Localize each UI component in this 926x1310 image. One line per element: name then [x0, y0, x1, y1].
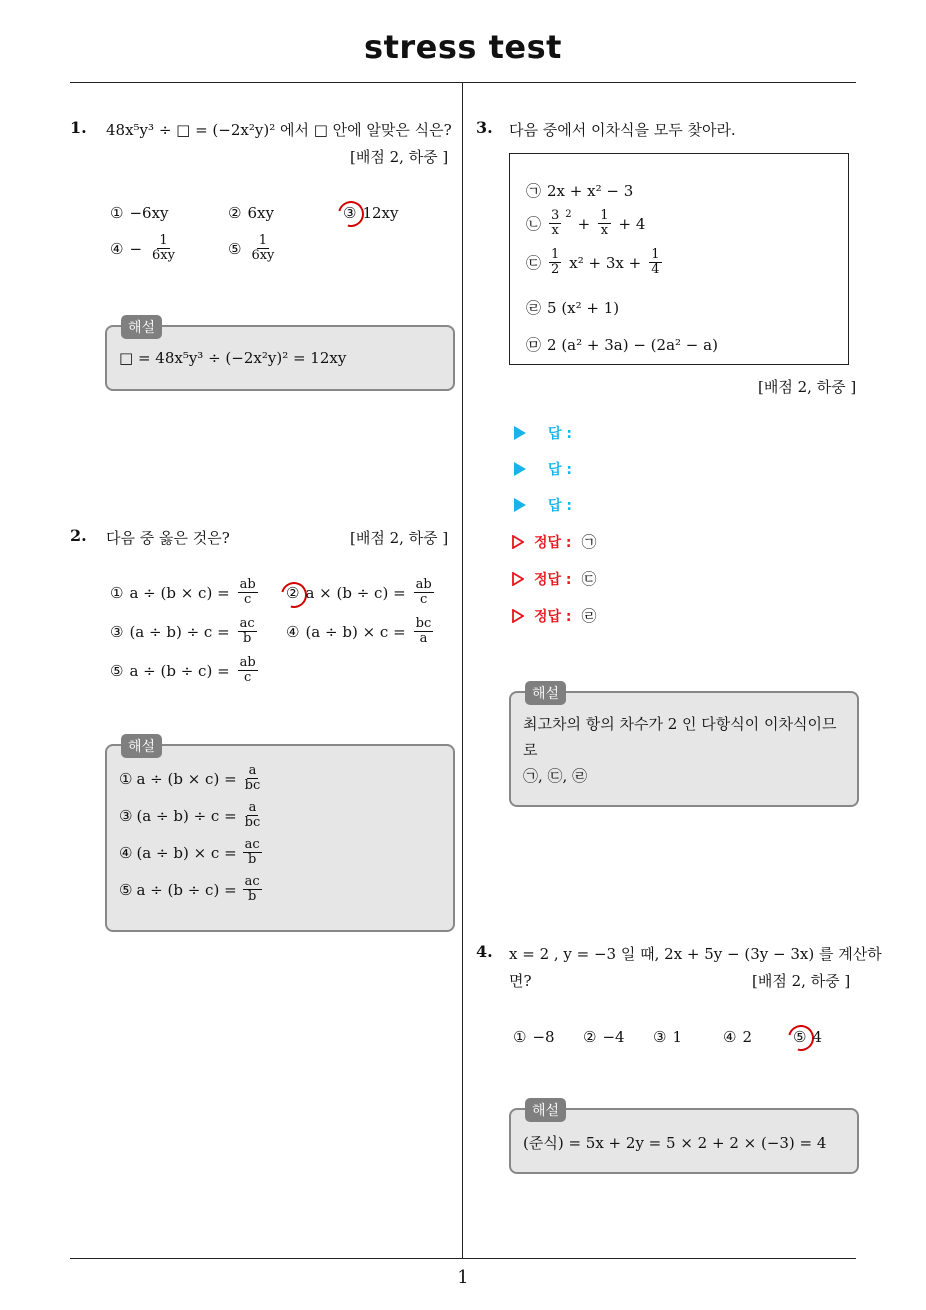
top-rule [70, 82, 856, 83]
option-value: 6xy [247, 204, 274, 222]
fraction [238, 617, 257, 647]
open-triangle-icon [512, 572, 524, 586]
solution-text: ㉠, ㉢, ㉣ [523, 767, 588, 785]
expression-item [526, 334, 718, 355]
option-value: −8 [532, 1028, 555, 1046]
denominator: c [244, 592, 252, 608]
expression-item [526, 248, 664, 278]
denominator: x [600, 223, 609, 239]
answer-label: 답 : [548, 462, 572, 478]
denominator: 6xy [251, 248, 275, 264]
numerator: ac [244, 874, 260, 889]
expression-item [526, 297, 619, 318]
page-number: 1 [457, 1267, 469, 1288]
fraction [243, 801, 263, 831]
fraction [549, 209, 561, 239]
fraction [249, 234, 276, 264]
expression: 2x + x² − 3 [547, 181, 634, 200]
option-value: 12xy [362, 204, 399, 222]
option-2[interactable] [228, 204, 274, 222]
item-marker: ㉢ [526, 254, 542, 273]
fraction [243, 764, 263, 794]
question-text: x = 2 , y = −3 일 때, 2x + 5y − (3y − 3x) 를 계산하 [509, 945, 882, 963]
fraction [598, 209, 610, 239]
numerator: 1 [651, 247, 660, 262]
question-number: 2. [70, 526, 87, 545]
option-5[interactable] [793, 1028, 822, 1046]
solution-box [105, 739, 455, 932]
solution-lhs: a ÷ (b ÷ c) = [136, 880, 237, 899]
correct-value: ㉢ [581, 570, 597, 588]
question-text: 48x⁵y³ ÷ □ = (−2x²y)² 에서 □ 안에 알맞은 식은? [106, 121, 452, 139]
correct-value: ㉣ [581, 607, 597, 625]
fraction [414, 617, 434, 647]
option-value: 1 [672, 1028, 682, 1046]
answer-blank-2[interactable] [514, 459, 572, 479]
numerator: ab [239, 655, 256, 670]
plus-sign: + [577, 214, 591, 233]
fraction [649, 248, 661, 278]
denominator: bc [244, 815, 261, 831]
option-number: ③ [110, 622, 124, 641]
item-marker: ㉡ [526, 215, 542, 234]
correct-answer-3 [512, 605, 597, 626]
option-lhs: (a ÷ b) × c = [305, 622, 406, 641]
option-4[interactable] [723, 1028, 752, 1046]
item-marker: ㉤ [526, 336, 542, 354]
item-marker: ㉠ [526, 182, 542, 200]
solution-box [105, 320, 455, 391]
fraction [150, 234, 177, 264]
numerator: ab [415, 577, 432, 592]
denominator: 4 [651, 262, 660, 278]
option-1[interactable] [110, 204, 169, 222]
question-score: [배점 2, 하중 ] [752, 972, 851, 990]
question-text: 면? [509, 972, 532, 990]
option-number: ① [119, 769, 133, 788]
fraction [414, 578, 434, 608]
numerator: 3 [551, 208, 560, 223]
question-number: 4. [476, 942, 493, 961]
page-title: stress test [364, 28, 562, 66]
option-lhs: a × (b ÷ c) = [305, 583, 406, 602]
option-value: 2 [742, 1028, 752, 1046]
numerator: ac [239, 616, 255, 631]
solution-lhs: (a ÷ b) ÷ c = [136, 806, 237, 825]
correct-value: ㉠ [581, 533, 597, 551]
open-triangle-icon [512, 609, 524, 623]
open-triangle-icon [512, 535, 524, 549]
option-number: ① [110, 583, 124, 602]
option-1[interactable] [513, 1028, 555, 1046]
triangle-icon [514, 498, 526, 512]
answer-label: 답 : [548, 498, 572, 514]
option-number: ④ [286, 622, 300, 641]
option-number: ③ [343, 204, 357, 222]
question-score: [배점 2, 하중 ] [758, 378, 857, 396]
option-number: ② [583, 1028, 597, 1046]
solution-tag: 해설 [525, 1098, 566, 1122]
numerator: 1 [159, 233, 168, 248]
numerator: ab [239, 577, 256, 592]
option-number: ④ [119, 843, 133, 862]
option-lhs: (a ÷ b) ÷ c = [129, 622, 230, 641]
option-number: ⑤ [793, 1028, 807, 1046]
expression: x² + 3x + [569, 253, 642, 272]
option-lhs: a ÷ (b ÷ c) = [129, 661, 230, 680]
option-number: ③ [119, 806, 133, 825]
expression-item [526, 209, 645, 239]
numerator: 1 [600, 208, 609, 223]
fraction [243, 838, 262, 868]
option-3[interactable] [653, 1028, 682, 1046]
numerator: 1 [258, 233, 268, 248]
option-number: ② [286, 583, 300, 602]
option-4[interactable] [286, 617, 435, 647]
option-4[interactable] [110, 234, 179, 264]
question-number: 3. [476, 118, 493, 137]
option-value: −4 [602, 1028, 625, 1046]
option-lhs: a ÷ (b × c) = [129, 583, 230, 602]
solution-tag: 해설 [121, 734, 162, 758]
exponent: 2 [565, 209, 572, 221]
answer-blank-1[interactable] [514, 423, 572, 443]
option-number: ⑤ [119, 880, 133, 899]
option-3[interactable] [343, 204, 398, 222]
fraction [238, 578, 258, 608]
option-number: ① [513, 1028, 527, 1046]
option-number: ① [110, 204, 124, 222]
numerator: 1 [551, 247, 560, 262]
option-number: ⑤ [228, 239, 242, 258]
minus-sign: − [129, 239, 143, 258]
correct-label: 정답 : [534, 571, 572, 588]
question-score: [배점 2, 하중 ] [350, 529, 449, 547]
option-number: ③ [653, 1028, 667, 1046]
correct-label: 정답 : [534, 608, 572, 625]
expression: 2 (a² + 3a) − (2a² − a) [547, 335, 718, 354]
denominator: a [419, 631, 428, 647]
option-5[interactable] [228, 234, 278, 264]
solution-lhs: a ÷ (b × c) = [136, 769, 237, 788]
solution-lhs: (a ÷ b) × c = [136, 843, 237, 862]
option-5[interactable] [110, 656, 260, 686]
solution-tag: 해설 [525, 681, 566, 705]
option-number: ⑤ [110, 661, 124, 680]
triangle-icon [514, 462, 526, 476]
fraction [243, 875, 262, 905]
numerator: a [248, 763, 257, 778]
option-number: ④ [723, 1028, 737, 1046]
question-text: 다음 중에서 이차식을 모두 찾아라. [509, 121, 736, 139]
fraction [238, 656, 258, 686]
denominator: b [248, 889, 257, 905]
solution-line [119, 838, 264, 868]
bottom-rule [70, 1258, 856, 1259]
solution-box [509, 1103, 859, 1174]
solution-box [509, 686, 859, 807]
column-divider [462, 82, 463, 1259]
answer-label: 답 : [548, 426, 572, 442]
denominator: 6xy [152, 248, 175, 264]
expression: + 4 [618, 214, 646, 233]
question-number: 1. [70, 118, 87, 137]
fraction [549, 248, 561, 278]
option-3[interactable] [110, 617, 259, 647]
solution-line [119, 875, 264, 905]
solution-text: 최고차의 항의 차수가 2 인 다항식이 이차식이므 [523, 715, 837, 733]
expression-box [509, 153, 849, 365]
expression: 5 (x² + 1) [547, 298, 620, 317]
solution-line [119, 801, 264, 831]
question-score: [배점 2, 하중 ] [350, 148, 449, 166]
numerator: bc [415, 616, 432, 631]
numerator: a [248, 800, 257, 815]
denominator: c [244, 670, 252, 686]
solution-text: 로 [523, 741, 538, 759]
denominator: x [551, 223, 559, 239]
item-marker: ㉣ [526, 299, 542, 317]
solution-text: □ = 48x⁵y³ ÷ (−2x²y)² = 12xy [119, 349, 347, 367]
option-value: −6xy [129, 204, 169, 222]
expression-item [526, 180, 633, 201]
option-number: ② [228, 204, 242, 222]
denominator: b [243, 631, 252, 647]
denominator: b [248, 852, 257, 868]
question-text: 다음 중 옳은 것은? [106, 529, 230, 547]
option-number: ④ [110, 239, 124, 258]
correct-label: 정답 : [534, 534, 572, 551]
correct-answer-1 [512, 531, 597, 552]
solution-tag: 해설 [121, 315, 162, 339]
option-2[interactable] [583, 1028, 625, 1046]
option-1[interactable] [110, 578, 260, 608]
solution-line [119, 764, 264, 794]
denominator: bc [244, 778, 261, 794]
solution-text: (준식) = 5x + 2y = 5 × 2 + 2 × (−3) = 4 [523, 1134, 827, 1152]
answer-blank-3[interactable] [514, 495, 572, 515]
option-value: 4 [812, 1028, 822, 1046]
triangle-icon [514, 426, 526, 440]
denominator: 2 [551, 262, 560, 278]
option-2[interactable] [286, 578, 436, 608]
numerator: ac [244, 837, 260, 852]
denominator: c [420, 592, 428, 608]
correct-answer-2 [512, 568, 597, 589]
